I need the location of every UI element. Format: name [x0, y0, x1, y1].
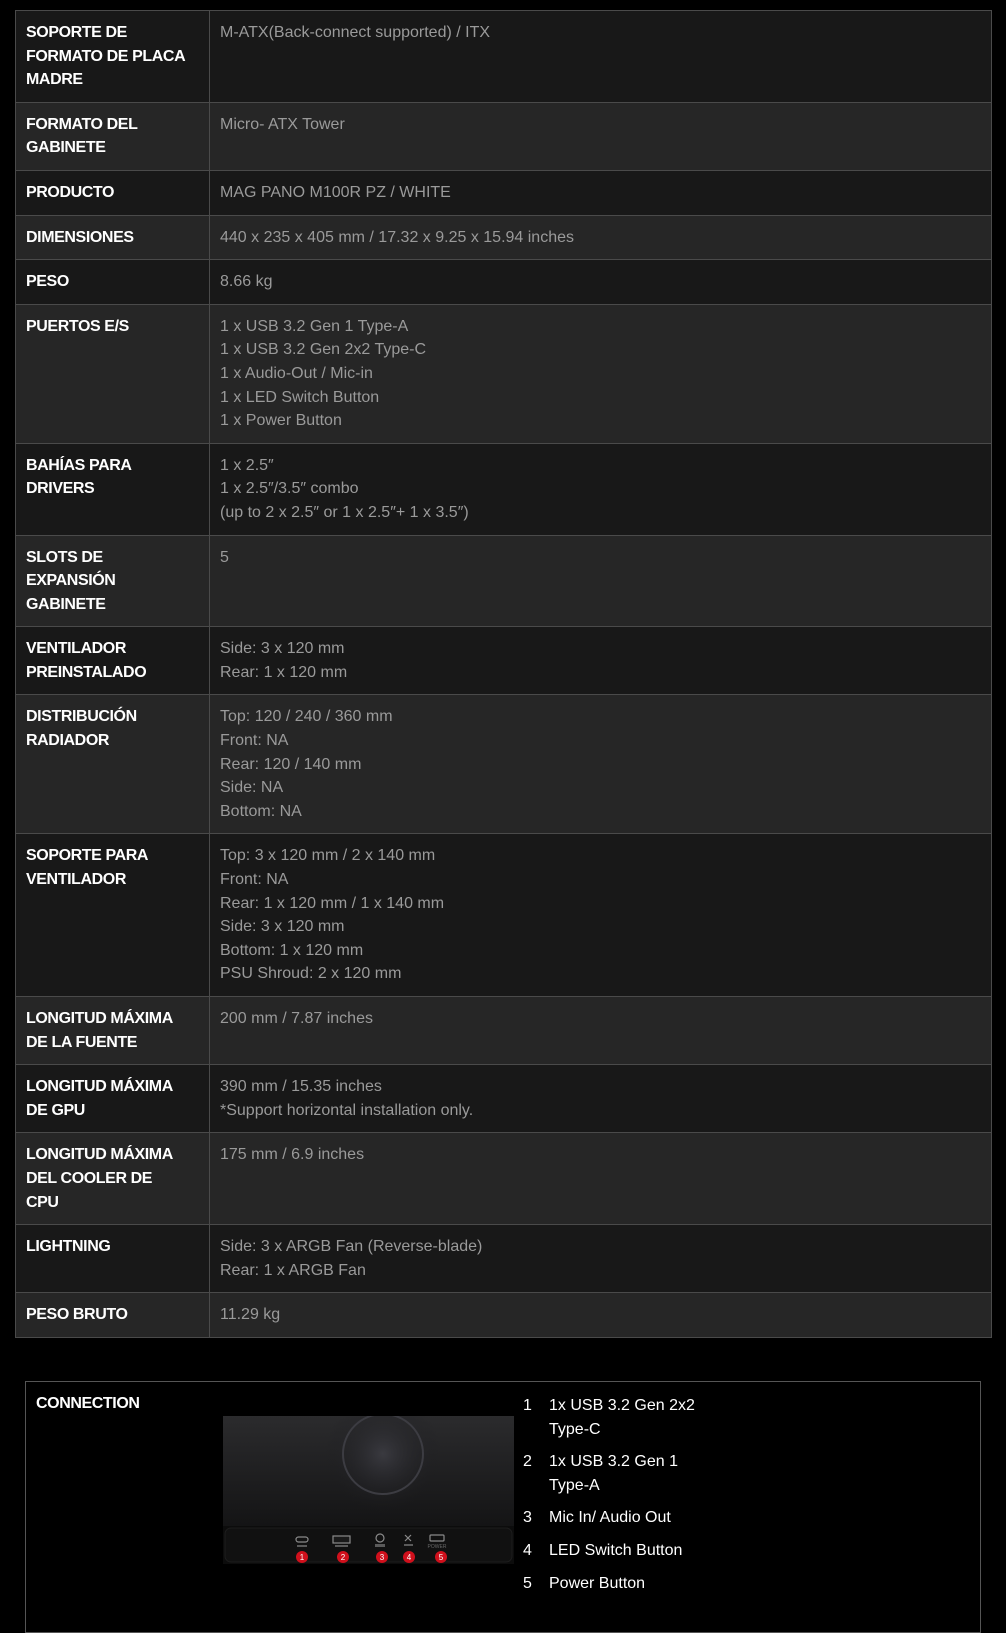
spec-label: [16, 102, 210, 170]
spec-label-line: CPU: [26, 1193, 59, 1211]
spec-value-line: 1 x 2.5″: [220, 456, 274, 474]
spec-row: [16, 834, 992, 997]
connection-item: [523, 1572, 753, 1596]
spec-value-line: Side: NA: [220, 779, 284, 797]
spec-label-line: SOPORTE DE: [26, 24, 127, 41]
spec-value: [210, 304, 992, 443]
spec-row: [16, 535, 992, 627]
connection-item: [523, 1394, 753, 1441]
spec-label: [16, 170, 210, 215]
spec-value: [210, 1293, 992, 1338]
usb-a-port-icon: [333, 1536, 350, 1547]
spec-value: [210, 260, 992, 305]
spec-row: [16, 1065, 992, 1133]
spec-label: [16, 1065, 210, 1133]
spec-value: [210, 1133, 992, 1225]
connection-item-text: 1x USB 3.2 Gen 2x2: [549, 1397, 695, 1414]
connection-item-text: Type-A: [549, 1476, 600, 1494]
spec-value: [210, 997, 992, 1065]
spec-value: [210, 695, 992, 834]
spec-label: [16, 1133, 210, 1225]
spec-row: [16, 215, 992, 260]
spec-label-line: DIMENSIONES: [26, 228, 134, 246]
spec-row: [16, 1293, 992, 1338]
spec-label-line: SOPORTE PARA: [26, 847, 149, 865]
spec-value-line: 440 x 235 x 405 mm / 17.32 x 9.25 x 15.94 inches: [220, 228, 574, 246]
spec-value-line: Rear: 1 x ARGB Fan: [220, 1261, 366, 1279]
spec-label-line: FORMATO DEL: [26, 115, 138, 133]
spec-label-line: LONGITUD MÁXIMA: [26, 1146, 173, 1164]
spec-value-line: Front: NA: [220, 871, 289, 889]
connection-title: CONNECTION: [36, 1395, 140, 1412]
spec-value-line: 8.66 kg: [220, 273, 273, 291]
connection-item-text: 1x USB 3.2 Gen 1: [549, 1453, 678, 1471]
spec-value-line: Top: 3 x 120 mm / 2 x 140 mm: [220, 847, 436, 865]
spec-row: [16, 11, 992, 103]
connection-item-text: LED Switch Button: [549, 1541, 683, 1559]
spec-value-line: Side: 3 x 120 mm: [220, 918, 345, 936]
port-marker-number: 2: [340, 1553, 346, 1562]
case-front-io-image: [223, 1416, 514, 1564]
port-marker-number: 1: [299, 1553, 305, 1562]
connection-item: [523, 1539, 753, 1563]
power-caption: POWER: [427, 1544, 447, 1550]
spec-label: [16, 260, 210, 305]
spec-value-line: 1 x Power Button: [220, 412, 342, 430]
spec-value-line: Side: 3 x 120 mm: [220, 640, 345, 658]
spec-value-line: 390 mm / 15.35 inches: [220, 1078, 382, 1096]
spec-row: [16, 695, 992, 834]
spec-label-line: PESO: [26, 273, 69, 291]
spec-label-line: DE LA FUENTE: [26, 1033, 138, 1051]
spec-label: [16, 1293, 210, 1338]
spec-label-line: VENTILADOR: [26, 640, 127, 658]
connection-item-number: 2: [523, 1453, 532, 1471]
spec-label: [16, 11, 210, 103]
spec-row: [16, 443, 992, 535]
spec-row: [16, 997, 992, 1065]
spec-value: [210, 834, 992, 997]
spec-label-line: GABINETE: [26, 595, 106, 613]
spec-label-line: RADIADOR: [26, 732, 110, 750]
spec-label: [16, 304, 210, 443]
spec-value-line: (up to 2 x 2.5″ or 1 x 2.5″+ 1 x 3.5″): [220, 503, 469, 521]
spec-label-line: DRIVERS: [26, 480, 95, 498]
port-marker: [337, 1551, 349, 1563]
spec-value-line: Rear: 1 x 120 mm / 1 x 140 mm: [220, 894, 445, 912]
spec-value-line: 1 x LED Switch Button: [220, 388, 380, 406]
spec-label: [16, 627, 210, 695]
spec-value: [210, 1065, 992, 1133]
spec-value-line: Top: 120 / 240 / 360 mm: [220, 708, 393, 726]
spec-row: [16, 260, 992, 305]
spec-value-line: Bottom: 1 x 120 mm: [220, 941, 364, 959]
spec-label: [16, 443, 210, 535]
spec-label: [16, 535, 210, 627]
spec-value-line: 1 x USB 3.2 Gen 1 Type-A: [220, 317, 409, 335]
port-marker: [376, 1551, 388, 1563]
spec-table: [15, 10, 992, 1338]
spec-value-line: 200 mm / 7.87 inches: [220, 1010, 373, 1027]
spec-value: [210, 627, 992, 695]
spec-label: [16, 215, 210, 260]
connection-item-text: Mic In/ Audio Out: [549, 1509, 671, 1527]
spec-label-line: PUERTOS E/S: [26, 317, 129, 335]
spec-label-line: LONGITUD MÁXIMA: [26, 1078, 173, 1096]
spec-value: [210, 170, 992, 215]
spec-table-body: [16, 11, 992, 1338]
port-marker-number: 5: [438, 1553, 444, 1562]
spec-row: [16, 102, 992, 170]
spec-row: [16, 170, 992, 215]
spec-label-line: BAHÍAS PARA: [26, 456, 132, 474]
connection-item-text: Type-C: [549, 1420, 601, 1438]
spec-label-line: VENTILADOR: [26, 871, 127, 889]
case-body: [223, 1416, 514, 1564]
spec-value-line: *Support horizontal installation only.: [220, 1101, 474, 1119]
spec-label-line: FORMATO DE PLACA: [26, 47, 186, 65]
port-marker: [403, 1551, 415, 1563]
spec-row: [16, 304, 992, 443]
spec-label-line: PRODUCTO: [26, 183, 115, 201]
spec-value-line: Bottom: NA: [220, 802, 302, 820]
spec-value: [210, 11, 992, 103]
spec-value-line: Micro- ATX Tower: [220, 115, 345, 133]
spec-value-line: MAG PANO M100R PZ / WHITE: [220, 183, 451, 201]
spec-value-line: M-ATX(Back-connect supported) / ITX: [220, 24, 491, 41]
spec-label-line: LIGHTNING: [26, 1238, 111, 1256]
spec-label: [16, 997, 210, 1065]
connection-item-number: 3: [523, 1509, 532, 1527]
spec-label-line: PESO BRUTO: [26, 1306, 128, 1324]
port-marker-number: 4: [406, 1553, 412, 1562]
connection-list: [523, 1394, 753, 1604]
port-marker-number: 3: [379, 1553, 385, 1562]
spec-value: [210, 443, 992, 535]
spec-value-line: 1 x Audio-Out / Mic-in: [220, 364, 373, 382]
spec-label-line: DEL COOLER DE: [26, 1169, 153, 1187]
spec-value-line: Side: 3 x ARGB Fan (Reverse-blade): [220, 1238, 483, 1256]
connection-item: [523, 1450, 753, 1497]
connection-item: [523, 1506, 753, 1530]
spec-value-line: Rear: 1 x 120 mm: [220, 663, 348, 681]
connection-panel: [25, 1381, 981, 1633]
spec-value: [210, 1225, 992, 1293]
connection-item-number: 4: [523, 1541, 532, 1559]
spec-value-line: 11.29 kg: [220, 1306, 281, 1324]
spec-label-line: GABINETE: [26, 139, 106, 157]
spec-value-line: PSU Shroud: 2 x 120 mm: [220, 965, 402, 983]
spec-value-line: Front: NA: [220, 732, 289, 750]
spec-row: [16, 1225, 992, 1293]
spec-label: [16, 834, 210, 997]
spec-label-line: PREINSTALADO: [26, 663, 147, 681]
port-marker: [296, 1551, 308, 1563]
spec-label: [16, 695, 210, 834]
spec-label-line: EXPANSIÓN: [26, 572, 116, 590]
spec-value-line: Rear: 120 / 140 mm: [220, 755, 362, 773]
spec-label-line: SLOTS DE: [26, 548, 103, 566]
spec-row: [16, 627, 992, 695]
spec-value-line: 1 x 2.5″/3.5″ combo: [220, 480, 359, 498]
spec-value-line: 1 x USB 3.2 Gen 2x2 Type-C: [220, 341, 427, 359]
connection-item-text: Power Button: [549, 1574, 646, 1592]
spec-label-line: DE GPU: [26, 1101, 85, 1119]
spec-value: [210, 535, 992, 627]
spec-value: [210, 215, 992, 260]
spec-label-line: LONGITUD MÁXIMA: [26, 1010, 173, 1027]
spec-value: [210, 102, 992, 170]
port-marker: [435, 1551, 447, 1563]
spec-label: [16, 1225, 210, 1293]
spec-label-line: DISTRIBUCIÓN: [26, 708, 137, 726]
connection-item-number: 5: [523, 1574, 532, 1592]
connection-item-number: 1: [523, 1397, 532, 1414]
spec-row: [16, 1133, 992, 1225]
spec-value-line: 5: [220, 548, 229, 566]
spec-value-line: 175 mm / 6.9 inches: [220, 1146, 365, 1164]
spec-label-line: MADRE: [26, 71, 83, 89]
